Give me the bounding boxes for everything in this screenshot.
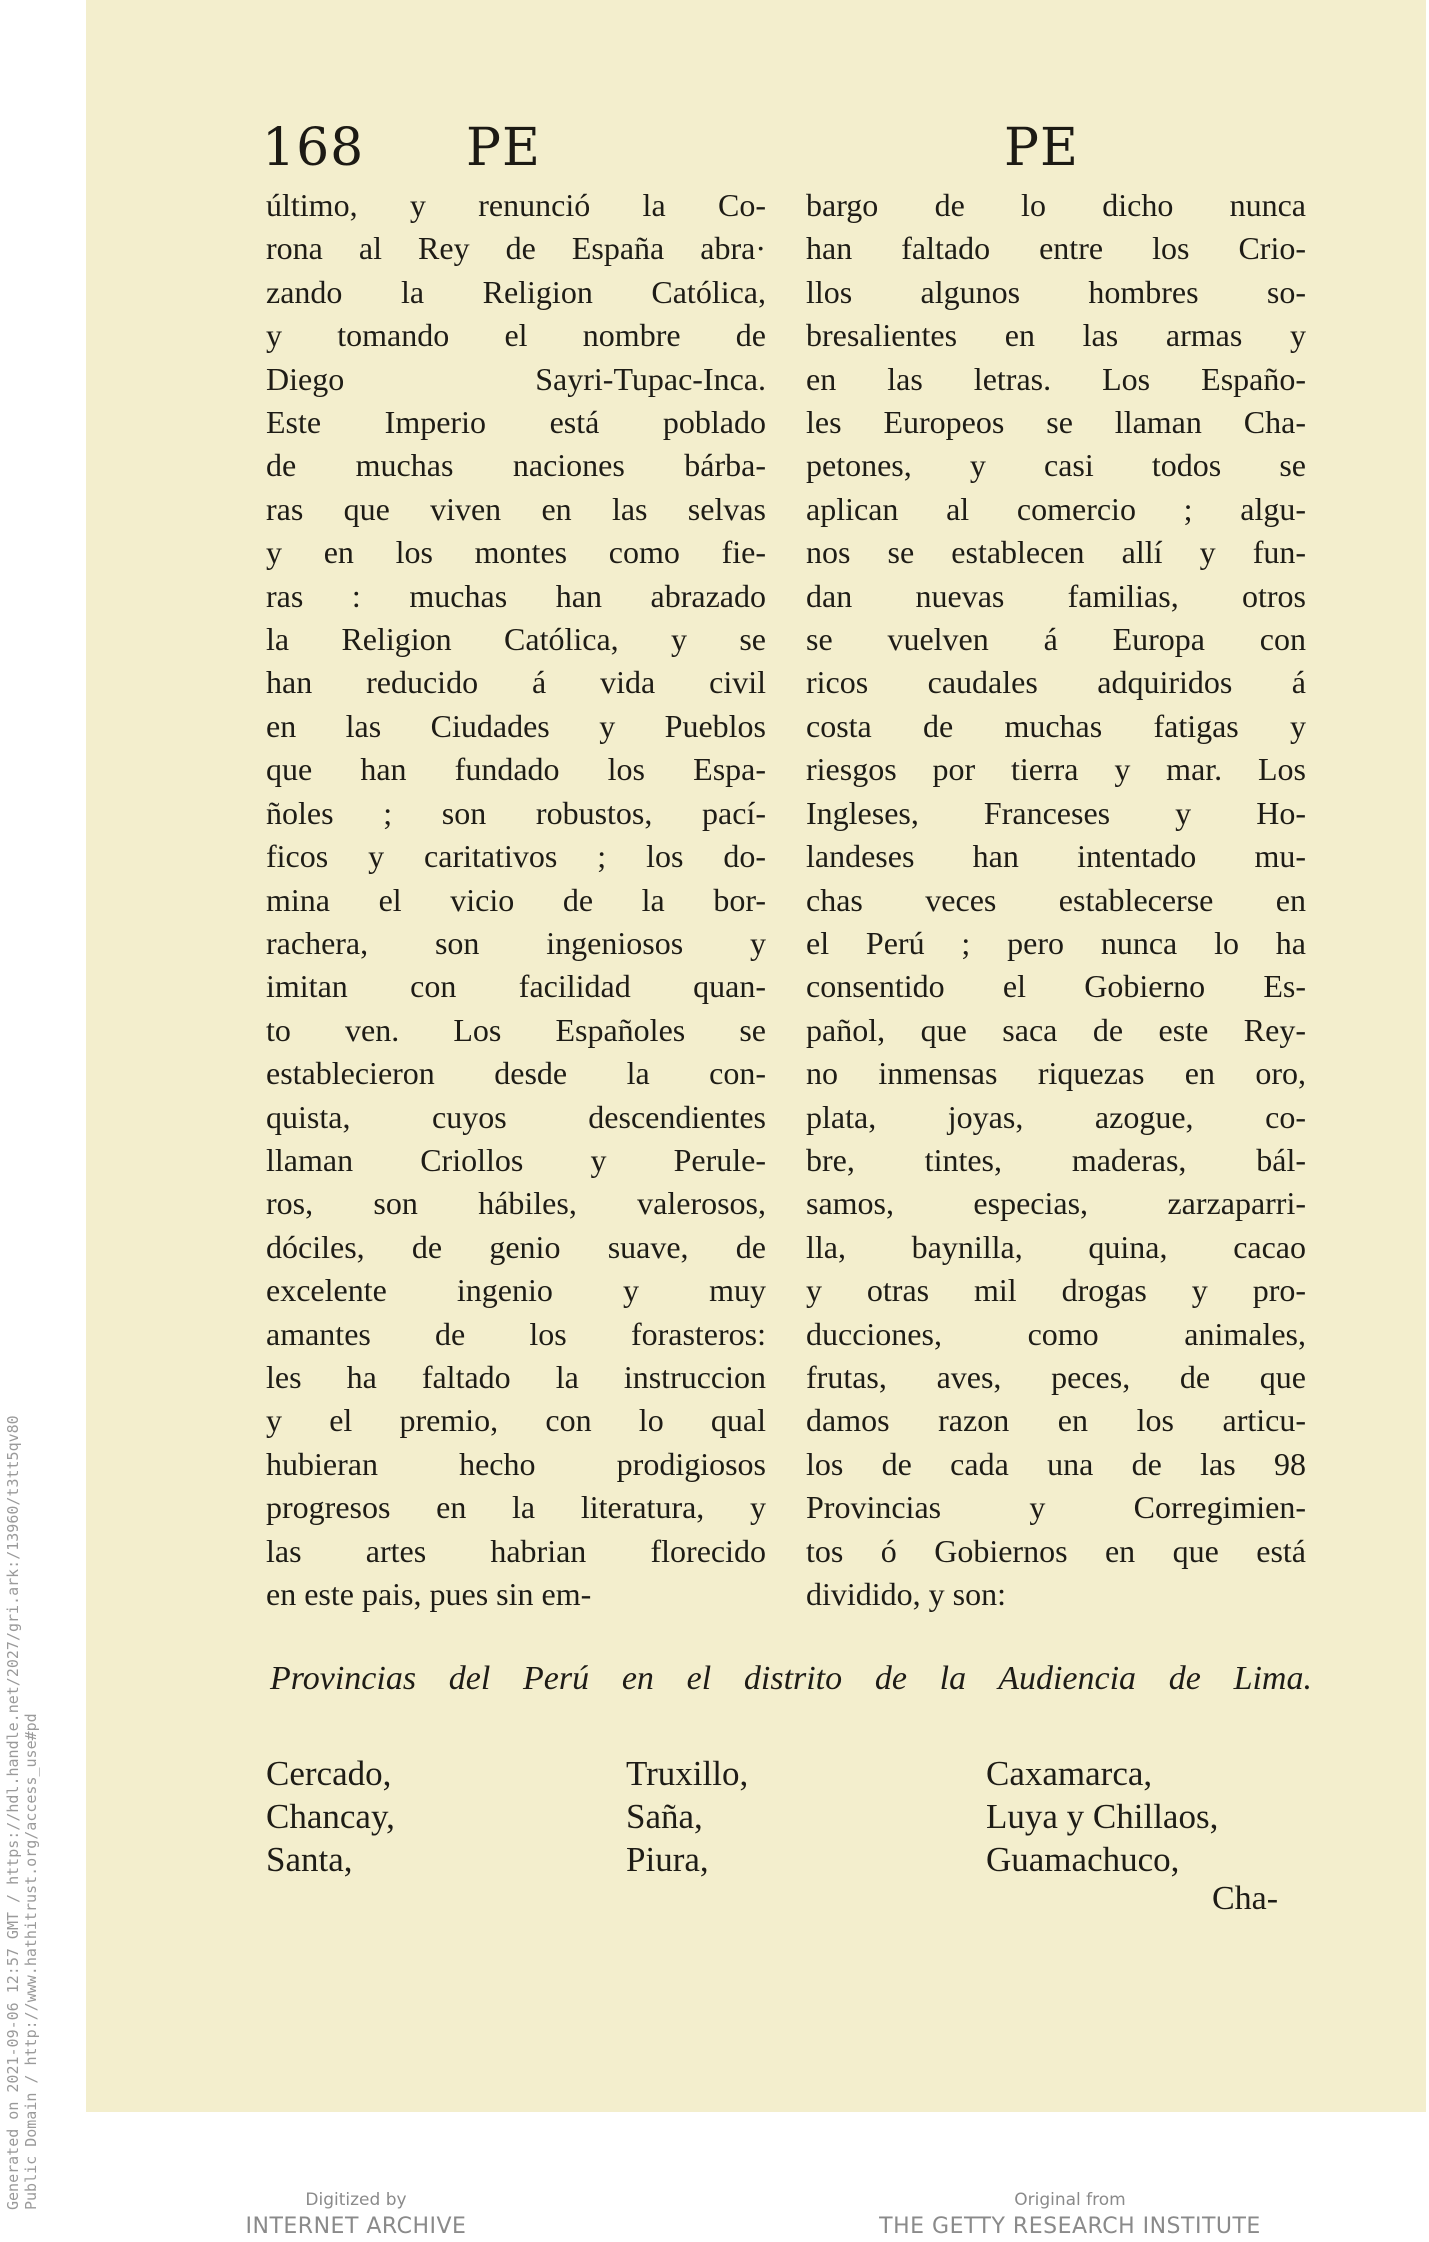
right-text-column (806, 184, 1306, 1616)
text-line: no inmensas riquezas en oro, (806, 1055, 1306, 1092)
text-line: Diego Sayri-Tupac-Inca. (266, 360, 766, 397)
text-line: ras : muchas han abrazado (266, 577, 766, 614)
text-line: hubieran hecho prodigiosos (266, 1445, 766, 1482)
text-line: chas veces establecerse en (806, 881, 1306, 918)
text-line: Este Imperio está poblado (266, 404, 766, 441)
page-number: 168 (262, 118, 365, 178)
text-line: rachera, son ingeniosos y (266, 924, 766, 961)
text-line: lla, baynilla, quina, cacao (806, 1228, 1306, 1265)
province-name: Caxamarca, (986, 1754, 1153, 1793)
text-line: el Perú ; pero nunca lo ha (806, 924, 1306, 961)
text-line: ros, son hábiles, valerosos, (266, 1185, 766, 1222)
footer-digitized-by (196, 2190, 516, 2239)
province-column-3 (986, 1752, 1218, 1881)
province-name: Cercado, (266, 1754, 392, 1793)
text-line: frutas, aves, peces, de que (806, 1358, 1306, 1395)
footer-right-name: THE GETTY RESEARCH INSTITUTE (879, 2214, 1261, 2239)
text-line: en las Ciudades y Pueblos (266, 707, 766, 744)
text-line: se vuelven á Europa con (806, 621, 1306, 658)
text-line: rona al Rey de España abra· (266, 230, 766, 267)
text-line: en las letras. Los Españo- (806, 360, 1306, 397)
text-line: y el premio, con lo qual (266, 1402, 766, 1439)
footer-left-name: INTERNET ARCHIVE (245, 2214, 467, 2239)
text-line: ricos caudales adquiridos á (806, 664, 1306, 701)
watermark-line-1: Generated on 2021-09-06 12:57 GMT / https://hdl.handle.net/2027/gri.ark:/13960/t3tt5qv80 (4, 1415, 22, 2210)
text-line: ficos y caritativos ; los do- (266, 838, 766, 875)
province-name: Chancay, (266, 1797, 395, 1836)
text-line: en este pais, pues sin em- (266, 1576, 592, 1612)
catchword: Cha- (1212, 1880, 1279, 1917)
left-text-column (266, 184, 766, 1616)
text-line: petones, y casi todos se (806, 447, 1306, 484)
text-line: plata, joyas, azogue, co- (806, 1098, 1306, 1135)
text-line: que han fundado los Espa- (266, 751, 766, 788)
province-column-1 (266, 1752, 395, 1881)
text-line: costa de muchas fatigas y (806, 707, 1306, 744)
text-line: llos algunos hombres so- (806, 273, 1306, 310)
text-line: y tomando el nombre de (266, 317, 766, 354)
text-line: to ven. Los Españoles se (266, 1011, 766, 1048)
text-line: amantes de los forasteros: (266, 1315, 766, 1352)
text-line: la Religion Católica, y se (266, 621, 766, 658)
province-column-2 (626, 1752, 748, 1881)
text-line: dan nuevas familias, otros (806, 577, 1306, 614)
text-line: de muchas naciones bárba- (266, 447, 766, 484)
text-line: establecieron desde la con- (266, 1055, 766, 1092)
text-line: las artes habrian florecido (266, 1532, 766, 1569)
text-line: llaman Criollos y Perule- (266, 1141, 766, 1178)
text-line: nos se establecen allí y fun- (806, 534, 1306, 571)
text-line: han reducido á vida civil (266, 664, 766, 701)
province-name: Santa, (266, 1840, 353, 1879)
text-line: zando la Religion Católica, (266, 273, 766, 310)
text-line: les ha faltado la instruccion (266, 1358, 766, 1395)
text-line: pañol, que saca de este Rey- (806, 1011, 1306, 1048)
text-line: excelente ingenio y muy (266, 1272, 766, 1309)
text-line: bresalientes en las armas y (806, 317, 1306, 354)
text-line: damos razon en los articu- (806, 1402, 1306, 1439)
text-line: quista, cuyos descendientes (266, 1098, 766, 1135)
text-line: riesgos por tierra y mar. Los (806, 751, 1306, 788)
text-line: imitan con facilidad quan- (266, 968, 766, 1005)
province-name: Guamachuco, (986, 1840, 1180, 1879)
province-name: Piura, (626, 1840, 709, 1879)
text-line: mina el vicio de la bor- (266, 881, 766, 918)
text-line: los de cada una de las 98 (806, 1445, 1306, 1482)
section-subtitle: Provincias del Perú en el distrito de la Audiencia de Lima. (270, 1660, 1312, 1697)
footer-left-caption: Digitized by (305, 2190, 407, 2210)
text-line: último, y renunció la Co- (266, 187, 766, 223)
text-line: tos ó Gobiernos en que está (806, 1532, 1306, 1569)
running-head-left: PE (466, 118, 541, 178)
text-line: bre, tintes, maderas, bál- (806, 1141, 1306, 1178)
text-line: y en los montes como fie- (266, 534, 766, 571)
text-line: ñoles ; son robustos, pací- (266, 794, 766, 831)
text-line: dividido, y son: (806, 1576, 1007, 1612)
text-line: y otras mil drogas y pro- (806, 1272, 1306, 1309)
text-line: Provincias y Corregimien- (806, 1489, 1306, 1526)
text-line: landeses han intentado mu- (806, 838, 1306, 875)
province-name: Luya y Chillaos, (986, 1797, 1219, 1836)
province-name: Saña, (626, 1797, 703, 1836)
text-line: les Europeos se llaman Cha- (806, 404, 1306, 441)
text-line: aplican al comercio ; algu- (806, 490, 1306, 527)
hathitrust-watermark (4, 1110, 40, 2210)
watermark-line-2: Public Domain / http://www.hathitrust.org/access_use#pd (22, 1713, 40, 2210)
text-line: ras que viven en las selvas (266, 490, 766, 527)
province-name: Truxillo, (626, 1754, 749, 1793)
text-line: bargo de lo dicho nunca (806, 187, 1306, 223)
footer-original-from (860, 2190, 1280, 2239)
text-line: han faltado entre los Crio- (806, 230, 1306, 267)
text-line: consentido el Gobierno Es- (806, 968, 1306, 1005)
text-line: progresos en la literatura, y (266, 1489, 766, 1526)
running-head-right: PE (1004, 118, 1079, 178)
text-line: dóciles, de genio suave, de (266, 1228, 766, 1265)
footer-right-caption: Original from (1014, 2190, 1126, 2210)
text-line: samos, especias, zarzaparri- (806, 1185, 1306, 1222)
text-line: Ingleses, Franceses y Ho- (806, 794, 1306, 831)
text-line: ducciones, como animales, (806, 1315, 1306, 1352)
